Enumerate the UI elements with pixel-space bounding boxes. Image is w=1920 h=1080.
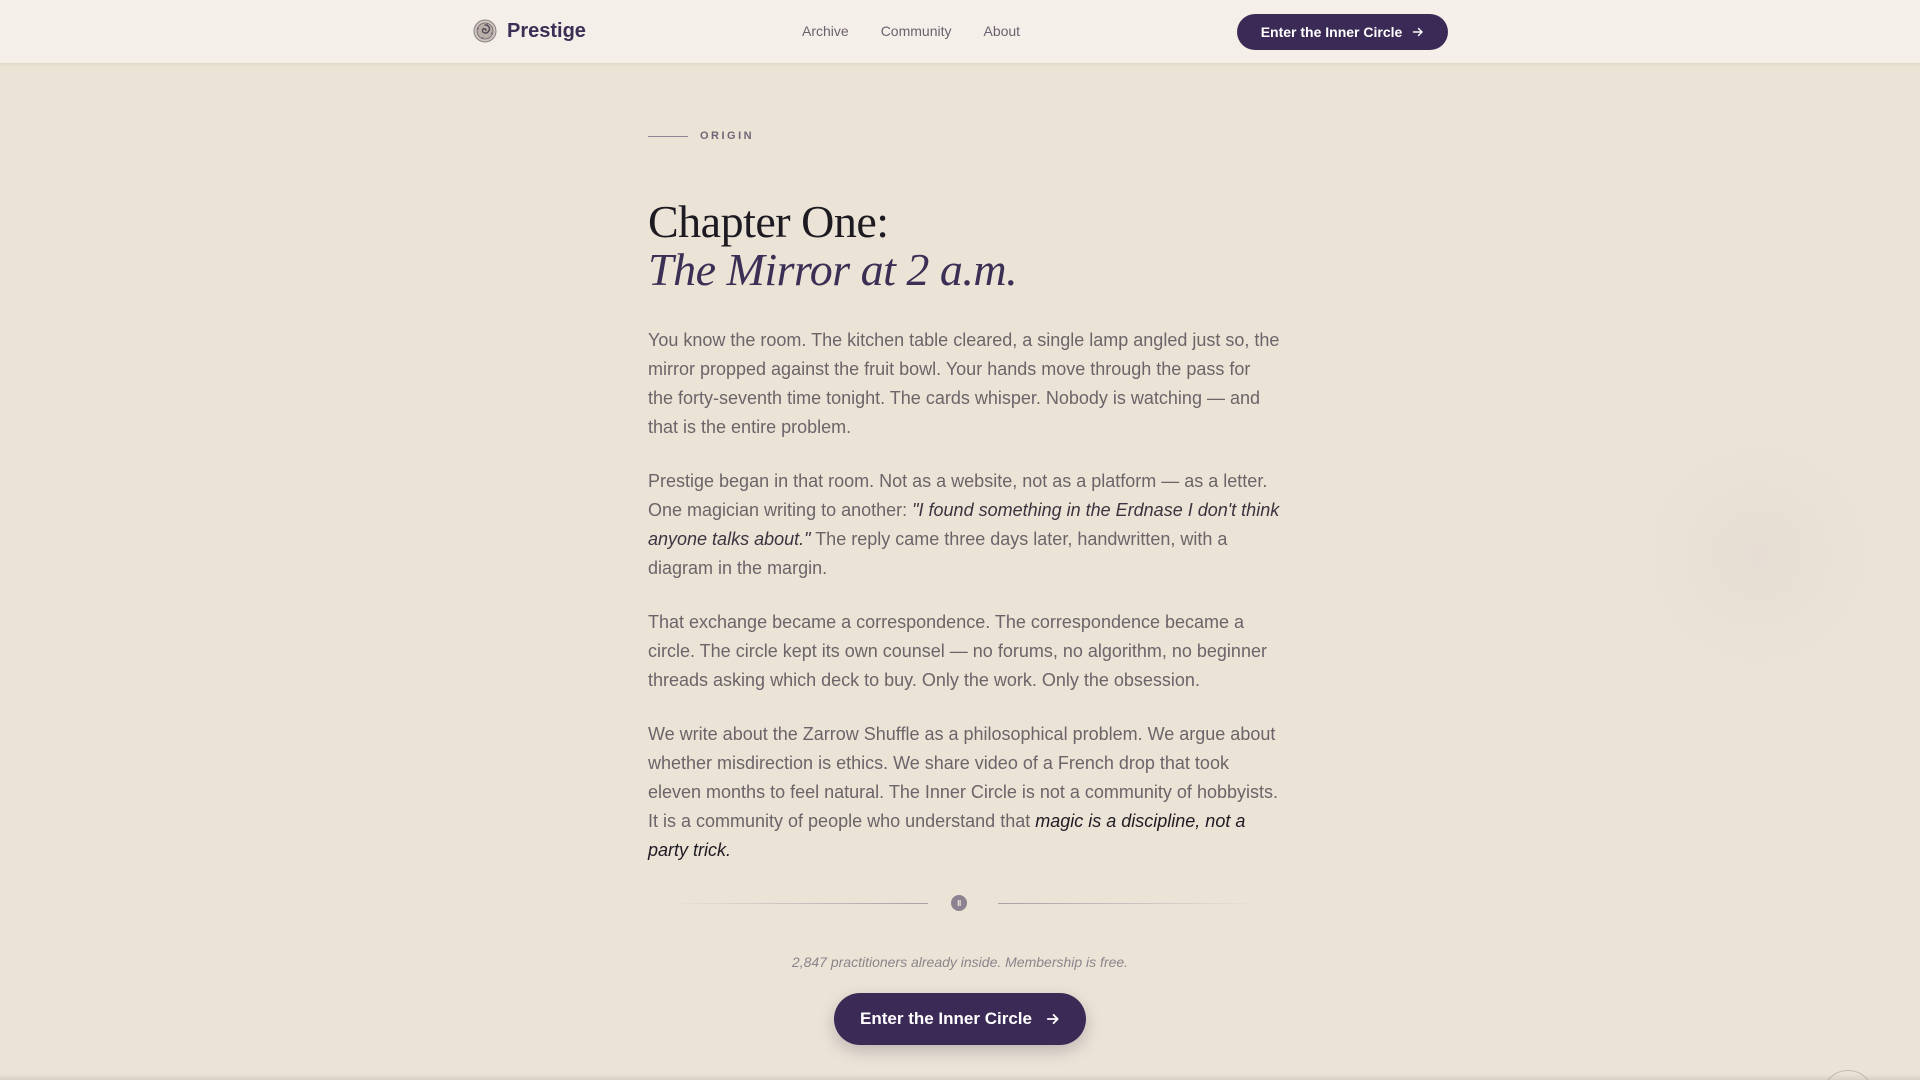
paragraph-2-quote: "I found something in the Erdnase I don't think anyone talks about." — [648, 500, 1280, 549]
nav-enter-inner-circle-button[interactable] — [1237, 14, 1448, 50]
chapter-title — [648, 198, 1280, 294]
brand-link[interactable] — [473, 19, 586, 43]
main-cta-label: Enter the Inner Circle — [860, 1009, 1032, 1028]
arrow-right-icon — [1412, 26, 1424, 38]
bottom-fade — [0, 1074, 1920, 1080]
eyebrow-rule — [648, 136, 688, 137]
chapter-numeral-badge: II — [951, 895, 967, 911]
paragraph-4 — [648, 720, 1280, 865]
chapter-title-line2: The Mirror at 2 a.m. — [648, 244, 1018, 295]
paragraph-4-emphasis: magic is a discipline, not a party trick. — [648, 811, 1246, 860]
section-divider — [648, 895, 1272, 911]
paragraph-4-text: We write about the Zarrow Shuffle as a philosophical problem. We argue about whether misdirection is ethics. We share video of a French drop that took eleven months to feel natural. The Inner Circle is not a community of hobbyists. It is a community of people who understand that — [648, 724, 1278, 831]
chapter-title-line1: Chapter One: — [648, 196, 889, 247]
nav-link-about[interactable]: About — [983, 23, 1021, 39]
article-body — [648, 326, 1280, 865]
paragraph-2-text-a: Prestige began in that room. Not as a website, not as a platform — as a letter. One magician writing to another: — [648, 471, 1268, 520]
paragraph-2-text-b: The reply came three days later, handwritten, with a diagram in the margin. — [648, 529, 1228, 578]
paragraph-2 — [648, 467, 1280, 583]
divider-rule-right — [998, 903, 1262, 904]
spiral-seal-icon — [473, 19, 497, 43]
paragraph-3: That exchange became a correspondence. The correspondence became a circle. The circle kept its own counsel — no forums, no algorithm, no beginner threads asking which deck to buy. Only the work. Only the obsession. — [648, 612, 1267, 690]
eyebrow-label: ORIGIN — [700, 130, 755, 142]
nav-cta-label: Enter the Inner Circle — [1260, 24, 1403, 40]
paragraph-1: You know the room. The kitchen table cleared, a single lamp angled just so, the mirror propped against the fruit bowl. Your hands move through the pass for the forty-seventh time tonight. The cards whisper. Nobody is watching — and that is the entire problem. — [648, 330, 1280, 437]
article — [648, 120, 1280, 890]
arrow-right-icon — [1046, 1012, 1060, 1026]
enter-inner-circle-button[interactable] — [834, 993, 1086, 1045]
section-eyebrow — [648, 120, 1280, 152]
nav-link-archive[interactable]: Archive — [802, 23, 849, 39]
nav-links — [802, 23, 1020, 39]
nav-link-community[interactable]: Community — [880, 23, 952, 39]
brand-name: Prestige — [507, 19, 586, 42]
membership-note: 2,847 practitioners already inside. Membership is free. — [791, 954, 1129, 970]
divider-rule-left — [664, 903, 928, 904]
top-nav — [0, 0, 1920, 64]
